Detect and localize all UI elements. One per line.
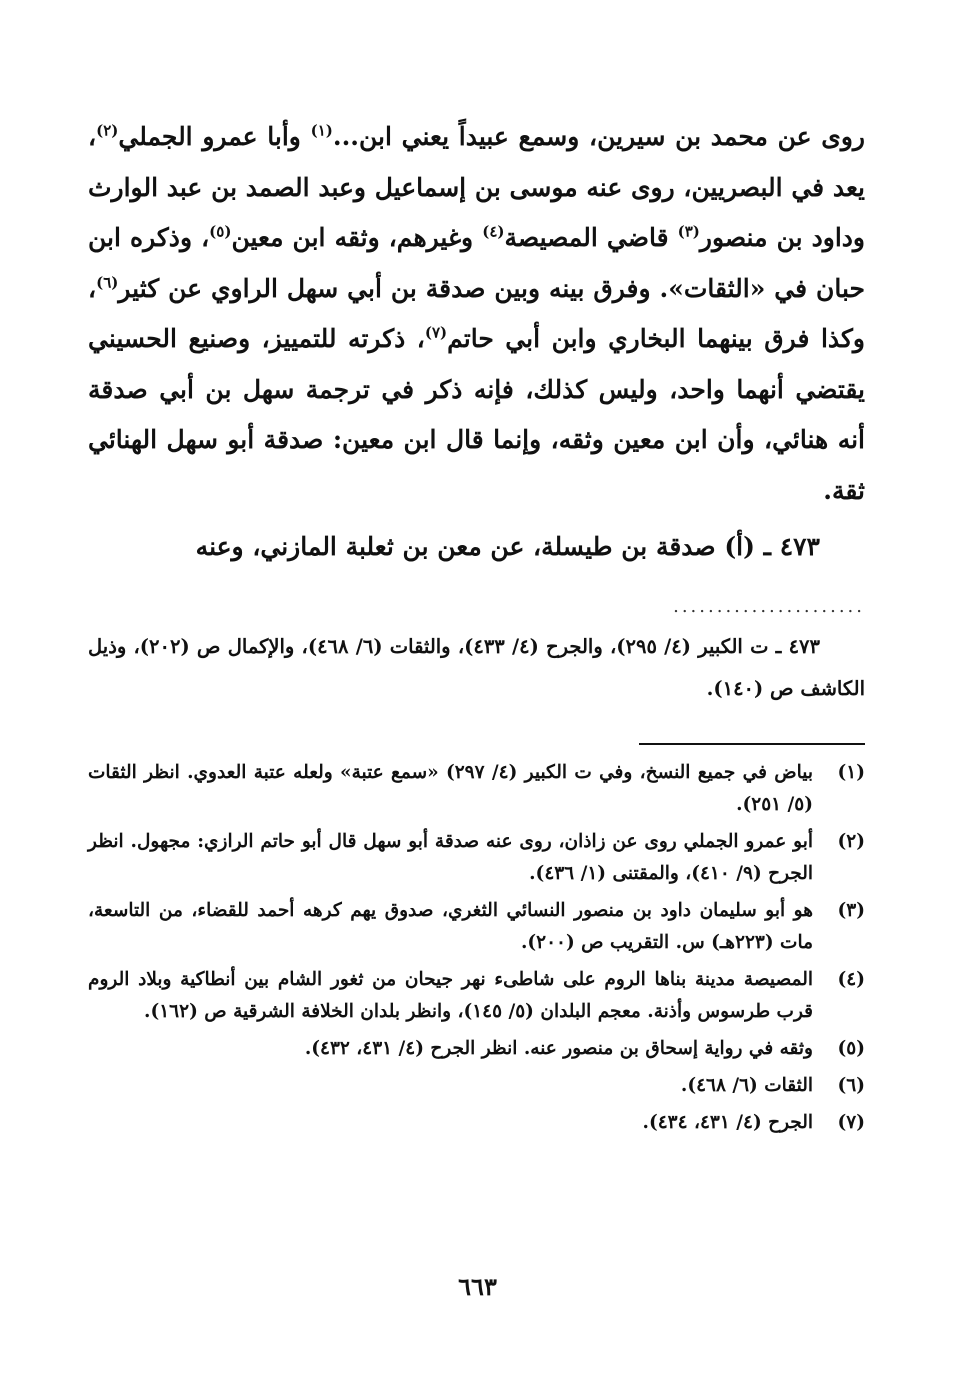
entry-heading: ٤٧٣ ـ (أ) صدقة بن طيسلة، عن معن بن ثعلبة المازني، وعنه xyxy=(195,532,820,561)
main-text xyxy=(88,112,865,516)
footnote-text: المصيصة مدينة بناها الروم على شاطىء نهر جيحان من ثغور الشام بين أنطاكية وبلاد الروم قرب طرسوس وأذنة. معجم البلدان (٥/ ١٤٥)، وانظر بلدان الخلافة الشرقية ص (١٦٢). xyxy=(88,969,813,1022)
footnotes xyxy=(88,757,865,1144)
main-paragraph xyxy=(88,112,865,516)
footnote-rule xyxy=(639,743,865,745)
footnote-number: (٣) xyxy=(837,900,865,921)
entry-references: ٤٧٣ ـ ت الكبير (٤/ ٢٩٥)، والجرح (٤/ ٤٣٣)، والثقات (٦/ ٤٦٨)، والإكمال ص (٢٠٢)، وذيل الكاشف ص (١٤٠). xyxy=(88,635,865,700)
footnote-number: (٧) xyxy=(837,1112,865,1133)
main-text-segment: روى عن محمد بن سيرين، وسمع عبيداً يعني ابن... xyxy=(332,122,865,151)
footnote-number: (٢) xyxy=(837,831,865,852)
separator-dots: ...................... xyxy=(673,596,865,617)
main-text-segment: ، وذكره ابن حبان في «الثقات». وفرق بينه وبين صدقة بن أبي سهل الراوي عن كثير xyxy=(88,223,865,303)
footnote-ref-6: (٦) xyxy=(96,273,119,292)
footnote-number: (٦) xyxy=(837,1075,865,1096)
main-text-segment: ، يعد في البصريين، روى عنه موسى بن إسماعيل وعبد الصمد بن عبد الوارث وداود بن منصور xyxy=(88,122,865,252)
main-text-segment: ، ذكرته للتمييز، وصنيع الحسيني يقتضي أنهما واحد، وليس كذلك، فإنه ذكر في ترجمة سهل بن أبي صدقة أنه هنائي، وأن ابن معين وثقه، وإنما قال ابن معين: صدقة أبو سهل الهنائي ثقة. xyxy=(88,324,865,505)
footnote-text: هو أبو سليمان داود بن منصور النسائي الثغري، صدوق يهم كرهه أحمد للقضاء، من التاسعة، مات (٢٢٣هـ) س. التقريب ص (٢٠٠). xyxy=(88,900,813,953)
main-text-segment: ، وكذا فرق بينهما البخاري وابن أبي حاتم xyxy=(88,273,865,353)
main-text-segment: قاضي المصيصة xyxy=(504,223,678,252)
footnote-item xyxy=(88,1033,865,1065)
footnote-text: أبو عمرو الجملي روى عن زاذان، روى عنه صدقة أبو سهل قال أبو حاتم الرازي: مجهول. انظر الجرح (٩/ ٤١٠)، والمقتنى (١/ ٤٣٦). xyxy=(88,831,813,884)
footnote-text: الثقات (٦/ ٤٦٨). xyxy=(680,1075,813,1096)
footnote-item xyxy=(88,757,865,821)
footnote-number: (١) xyxy=(837,762,865,783)
footnote-ref-3: (٣) xyxy=(677,222,700,241)
main-text-segment: وأبا عمرو الجملي xyxy=(118,122,311,151)
footnote-item xyxy=(88,826,865,890)
footnote-ref-5: (٥) xyxy=(209,222,232,241)
footnote-number: (٤) xyxy=(837,969,865,990)
footnote-ref-2: (٢) xyxy=(96,121,119,140)
footnote-ref-7: (٧) xyxy=(424,323,448,342)
footnote-item xyxy=(88,1070,865,1102)
footnote-text: وثقه في رواية إسحاق بن منصور عنه. انظر الجرح (٤/ ٤٣١، ٤٣٢). xyxy=(304,1038,813,1059)
footnote-ref-1: (١) xyxy=(310,121,333,140)
footnote-item xyxy=(88,1107,865,1139)
footnote-text: الجرح (٤/ ٤٣١، ٤٣٤). xyxy=(642,1112,813,1133)
main-text-segment: وغيرهم، وثقه ابن معين xyxy=(231,223,483,252)
footnote-ref-4: (٤) xyxy=(482,222,505,241)
footnote-item xyxy=(88,895,865,959)
page-number: ٦٦٣ xyxy=(458,1272,497,1301)
footnote-text: بياض في جميع النسخ، وفي ت الكبير (٤/ ٢٩٧) «سمع عتبة» ولعله عتبة العدوي. انظر الثقات (٥/ ٢٥١). xyxy=(88,762,813,815)
footnote-item xyxy=(88,964,865,1028)
footnote-number: (٥) xyxy=(837,1038,865,1059)
